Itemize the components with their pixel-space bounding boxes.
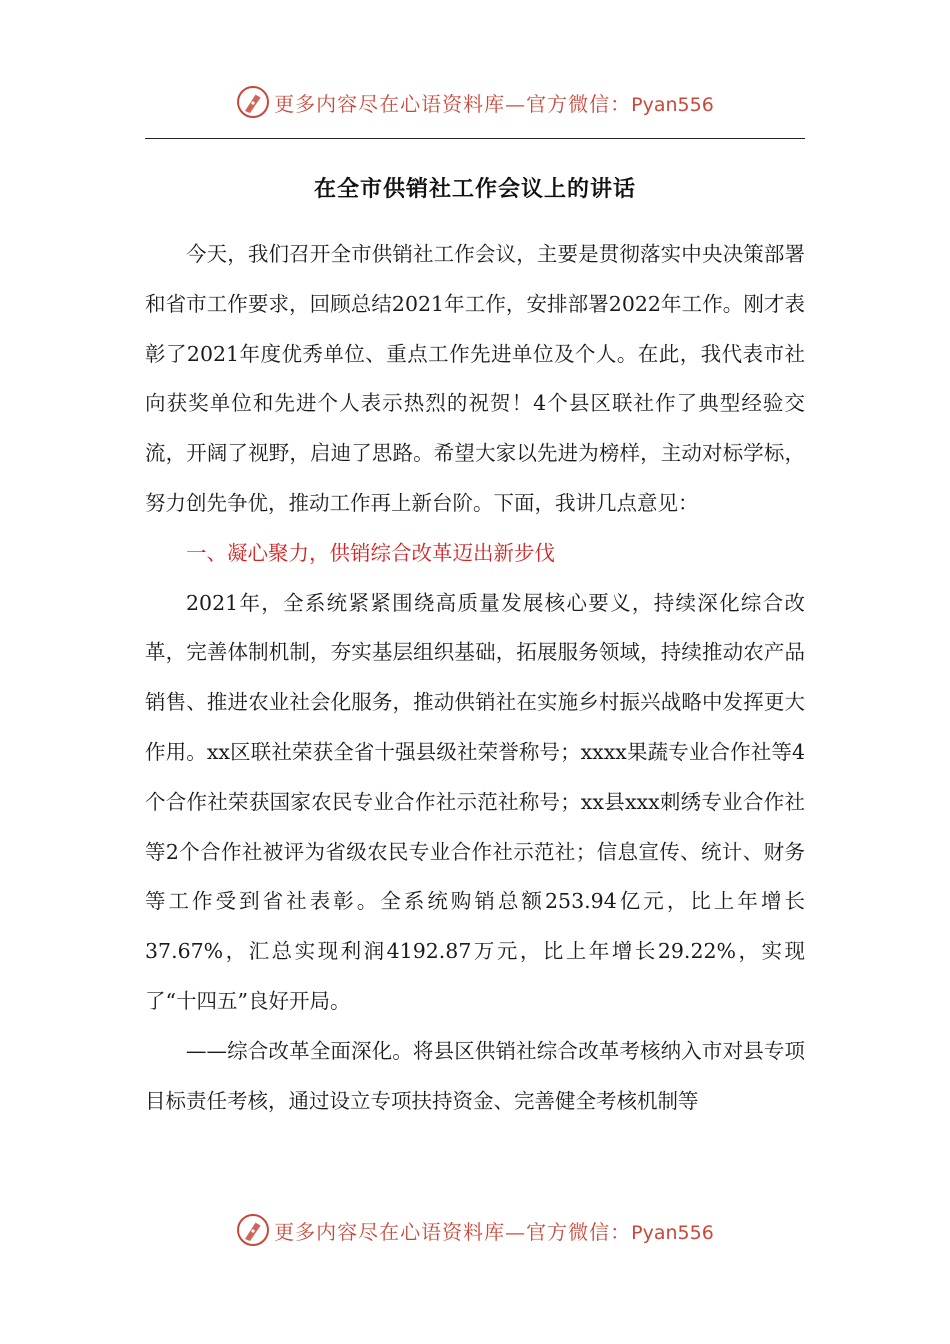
wechat-id: Pyan556 xyxy=(631,1221,714,1244)
watermark-text: 更多内容尽在心语资料库—官方微信：Pyan556 xyxy=(274,91,714,116)
paragraph-intro: 今天，我们召开全市供销社工作会议，主要是贯彻落实中央决策部署和省市工作要求，回顾总结2021年工作，安排部署2022年工作。刚才表彰了2021年度优秀单位、重点工作先进单位及个人。在此，我代表市社向获奖单位和先进个人表示热烈的祝贺！4个县区联社作了典型经验交流，开阔了视野，启迪了思路。希望大家以先进为榜样，主动对标学标，努力创先争优，推动工作再上新台阶。下面，我讲几点意见： xyxy=(145,242,805,515)
wechat-id: Pyan556 xyxy=(631,93,714,116)
pen-nib-logo-icon xyxy=(236,85,270,119)
header-watermark-banner xyxy=(0,80,950,124)
pen-nib-logo-icon xyxy=(236,1213,270,1247)
paragraph-2021-summary: 2021年，全系统紧紧围绕高质量发展核心要义，持续深化综合改革，完善体制机制，夯实基层组织基础，拓展服务领域，持续推动农产品销售、推进农业社会化服务，推动供销社在实施乡村振兴战略中发挥更大作用。xx区联社荣获全省十强县级社荣誉称号；xxxx果蔬专业合作社等4个合作社荣获国家农民专业合作社示范社称号；xx县xxx刺绣专业合作社等2个合作社被评为省级农民专业合作社示范社；信息宣传、统计、财务等工作受到省社表彰。全系统购销总额253.94亿元，比上年增长37.67%，汇总实现利润4192.87万元，比上年增长29.22%，实现了“十四五”良好开局。 xyxy=(145,590,805,1013)
section-heading-1: 一、凝心聚力，供销综合改革迈出新步伐 xyxy=(186,540,555,565)
document-title: 在全市供销社工作会议上的讲话 xyxy=(313,177,636,202)
document-body xyxy=(145,230,805,1126)
footer-watermark-banner xyxy=(0,1208,950,1252)
paragraph-reform: ——综合改革全面深化。将县区供销社综合改革考核纳入市对县专项目标责任考核，通过设立专项扶持资金、完善健全考核机制等 xyxy=(145,1038,805,1113)
header-divider xyxy=(145,138,805,139)
watermark-text: 更多内容尽在心语资料库—官方微信：Pyan556 xyxy=(274,1219,714,1244)
